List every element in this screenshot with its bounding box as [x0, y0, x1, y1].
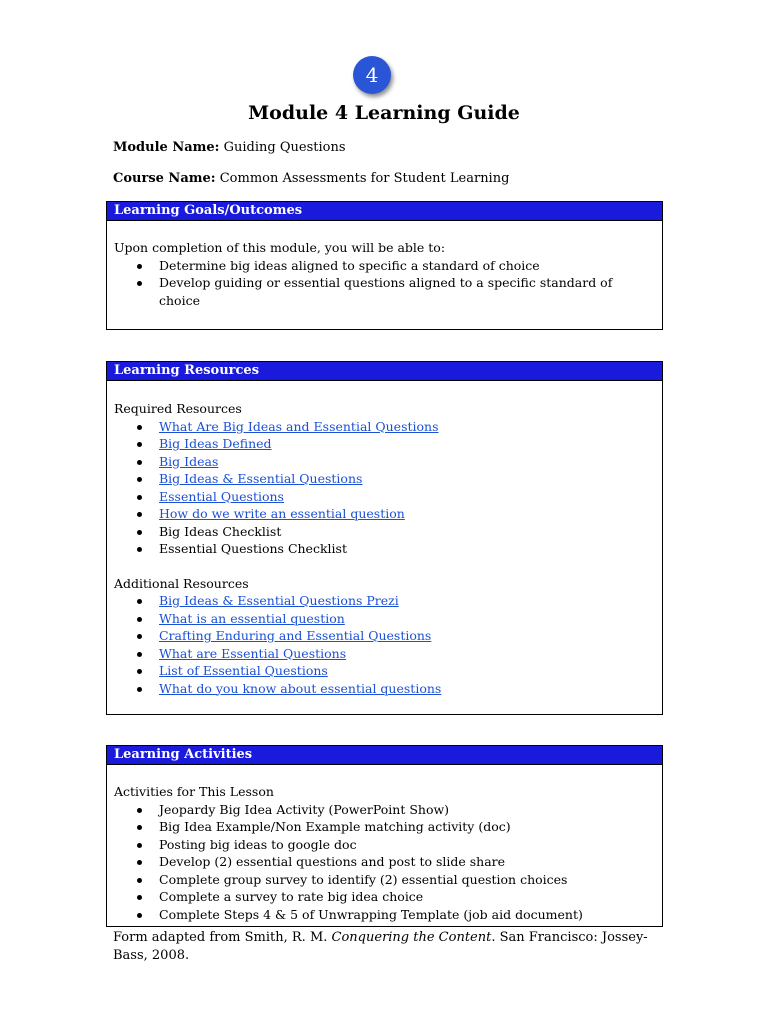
learning-resources-body: [107, 381, 662, 697]
learning-goals-body: [107, 221, 662, 309]
module-name-value: Guiding Questions: [223, 140, 346, 155]
citation-title: Conquering the Content: [331, 930, 492, 945]
activity-item: Complete Steps 4 & 5 of Unwrapping Template (job aid document): [159, 906, 655, 924]
resource-item: [159, 645, 655, 663]
course-name-line: [113, 171, 509, 186]
course-name-value: Common Assessments for Student Learning: [219, 171, 510, 186]
citation-footer: [113, 929, 653, 965]
resource-item: Essential Questions Checklist: [159, 540, 655, 558]
activity-item: Big Idea Example/Non Example matching activity (doc): [159, 818, 655, 836]
resource-link-prezi[interactable]: Big Ideas & Essential Questions Prezi: [159, 593, 399, 608]
additional-resources-label: Additional Resources: [114, 575, 249, 591]
resource-item: [159, 610, 655, 628]
module-name-label: Module Name:: [113, 140, 220, 155]
resource-item: [159, 488, 655, 506]
activity-item: Complete group survey to identify (2) essential question choices: [159, 871, 655, 889]
required-resources-list: [114, 418, 655, 558]
resource-item: [159, 680, 655, 698]
goals-intro: Upon completion of this module, you will be able to:: [114, 240, 446, 255]
resource-item: [159, 662, 655, 680]
goals-list: [114, 257, 655, 310]
resource-item: [159, 435, 655, 453]
resource-link-list-of-essential-questions[interactable]: List of Essential Questions: [159, 663, 328, 678]
learning-goals-header: Learning Goals/Outcomes: [107, 202, 662, 221]
resource-item: [159, 592, 655, 610]
goal-item: Determine big ideas aligned to specific a standard of choice: [159, 257, 655, 275]
learning-activities-body: [107, 765, 662, 923]
resource-link-write-essential-question[interactable]: How do we write an essential question: [159, 506, 405, 521]
goal-item: Develop guiding or essential questions aligned to a specific standard of choice: [159, 274, 655, 309]
resource-item: [159, 418, 655, 436]
resource-link-big-ideas-and-essential-questions[interactable]: Big Ideas & Essential Questions: [159, 471, 363, 486]
resource-item: [159, 470, 655, 488]
learning-resources-box: [106, 361, 663, 715]
activity-item: Complete a survey to rate big idea choice: [159, 888, 655, 906]
activity-item: Posting big ideas to google doc: [159, 836, 655, 854]
required-resources-label: Required Resources: [114, 401, 242, 416]
activity-item: Develop (2) essential questions and post to slide share: [159, 853, 655, 871]
module-name-line: [113, 140, 346, 155]
resource-link-big-ideas[interactable]: Big Ideas: [159, 453, 219, 469]
resource-link-big-ideas-essential-questions[interactable]: What Are Big Ideas and Essential Questions: [159, 418, 439, 434]
page-title: Module 4 Learning Guide: [248, 102, 520, 124]
activities-list: [114, 801, 655, 924]
resource-item: [159, 627, 655, 645]
resource-link-what-are-essential-questions[interactable]: What are Essential Questions: [159, 645, 347, 661]
resource-item: Big Ideas Checklist: [159, 523, 655, 541]
activities-label: Activities for This Lesson: [114, 784, 274, 799]
citation-prefix: Form adapted from Smith, R. M.: [113, 930, 332, 945]
learning-goals-box: [106, 201, 663, 330]
additional-resources-list: [114, 592, 655, 697]
resource-link-essential-questions[interactable]: Essential Questions: [159, 488, 284, 504]
citation-suffix: . San Francisco: Jossey-Bass, 2008.: [113, 930, 648, 963]
learning-activities-box: [106, 745, 663, 927]
activity-item: Jeopardy Big Idea Activity (PowerPoint Show): [159, 801, 655, 819]
resource-link-what-is-essential-question[interactable]: What is an essential question: [159, 610, 345, 626]
learning-activities-header: Learning Activities: [107, 746, 662, 765]
resource-link-crafting-enduring[interactable]: Crafting Enduring and Essential Questions: [159, 628, 432, 643]
resource-link-what-do-you-know[interactable]: What do you know about essential questions: [159, 680, 442, 696]
resource-link-big-ideas-defined[interactable]: Big Ideas Defined: [159, 436, 272, 451]
learning-resources-header: Learning Resources: [107, 362, 662, 381]
course-name-label: Course Name:: [113, 171, 216, 186]
resource-item: [159, 505, 655, 523]
resource-item: [159, 453, 655, 471]
module-number-badge: 4: [353, 56, 391, 94]
